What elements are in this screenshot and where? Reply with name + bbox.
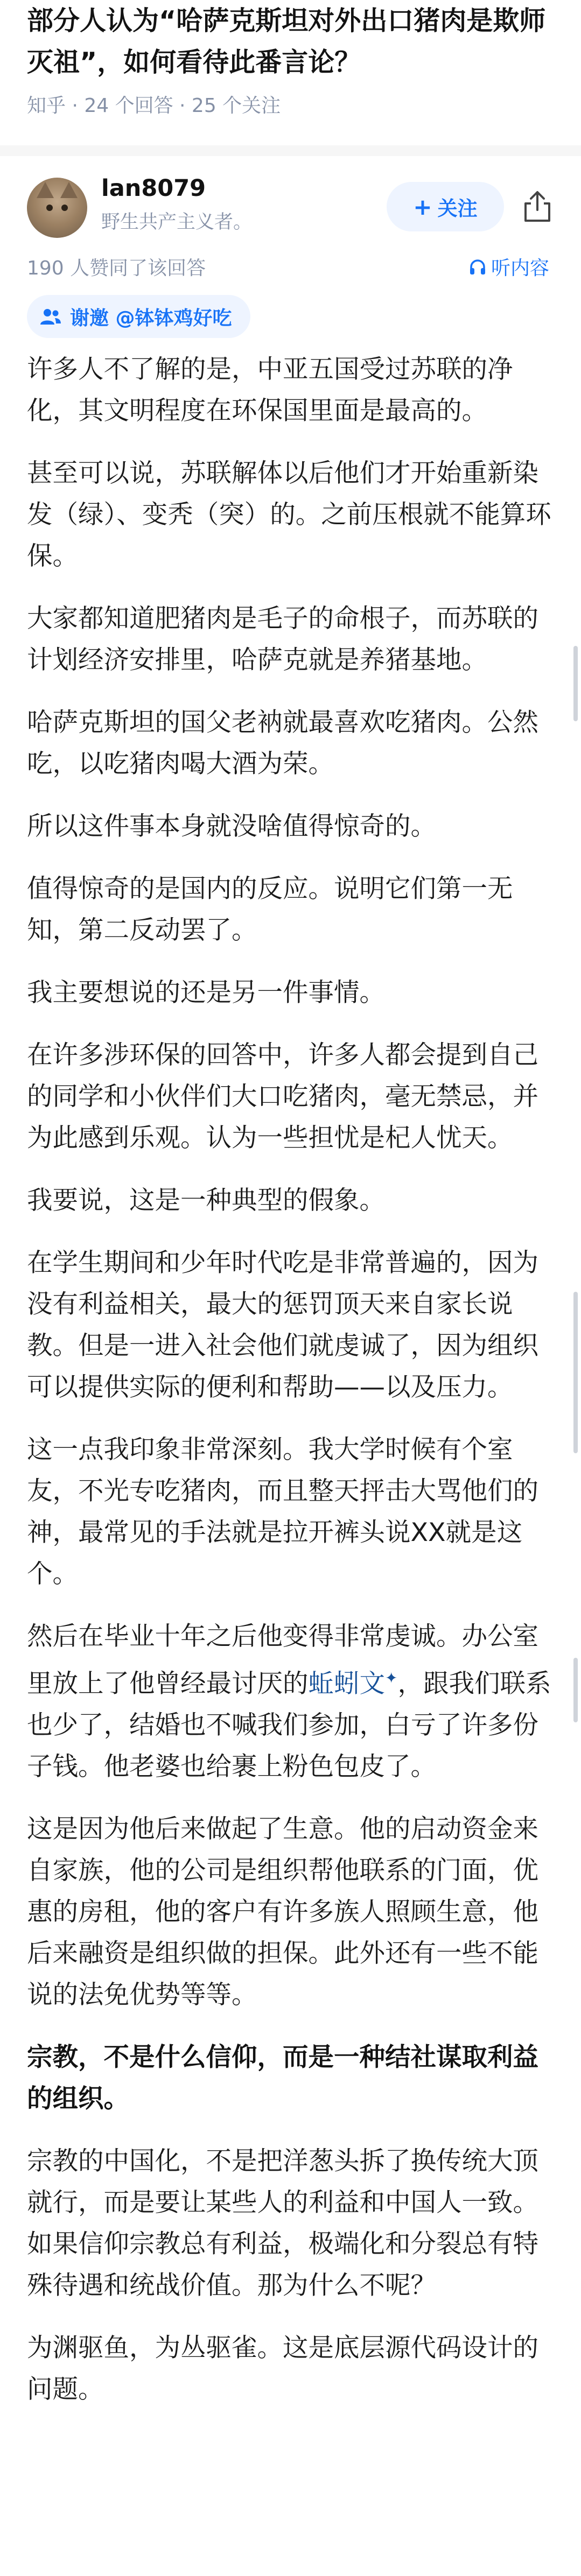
follow-button-label: 关注 bbox=[437, 197, 478, 220]
follow-button[interactable] bbox=[387, 182, 504, 231]
keyword-link-text: 蚯蚓文 bbox=[308, 1669, 385, 1699]
scroll-indicator[interactable] bbox=[573, 1658, 578, 1722]
paragraph-12-text-before: 然后在毕业十年之后他变得非常虔诚。办公室里放上了他曾经最讨厌的 bbox=[27, 1622, 538, 1699]
keyword-link[interactable] bbox=[309, 1669, 398, 1699]
question-title[interactable]: 部分人认为“哈萨克斯坦对外出口猪肉是欺师灭祖”，如何看待此番言论？ bbox=[27, 5, 546, 78]
answer-paragraph-9: 我要说，这是一种典型的假象。 bbox=[27, 1186, 385, 1215]
invite-label: 谢邀 @钵钵鸡好吃 bbox=[70, 307, 232, 329]
answer-paragraph-16: 为渊驱鱼，为丛驱雀。这是底层源代码设计的问题。 bbox=[27, 2333, 538, 2404]
scroll-indicator[interactable] bbox=[573, 1292, 578, 1453]
avatar[interactable] bbox=[27, 178, 87, 238]
avatar-ear-right bbox=[60, 182, 78, 198]
answer-paragraph-15: 宗教的中国化，不是把洋葱头拆了换传统大顶就行，而是要让某些人的利益和中国人一致。如果信仰宗教总有利益，极端化和分裂总有特殊待遇和统战价值。那为什么不呢？ bbox=[27, 2146, 538, 2300]
section-divider bbox=[0, 145, 581, 156]
headphones-icon bbox=[468, 258, 487, 276]
answer-paragraph-5: 所以这件事本身就没啥值得惊奇的。 bbox=[27, 812, 436, 841]
answer-paragraph-6: 值得惊奇的是国内的反应。说明它们第一无知，第二反动罢了。 bbox=[27, 874, 513, 945]
paragraph-12-text-after: ，跟我们联系也少了，结婚也不喊我们参加，白亏了许多份子钱。他老婆也给裹上粉色包皮了。 bbox=[27, 1669, 551, 1782]
answer-paragraph-14-bold: 宗教，不是什么信仰，而是一种结社谋取利益的组织。 bbox=[27, 2042, 538, 2114]
plus-icon: + bbox=[413, 193, 432, 220]
answer-paragraph-3: 大家都知道肥猪肉是毛子的命根子，而苏联的计划经济安排里，哈萨克就是养猪基地。 bbox=[27, 604, 538, 675]
answer-paragraph-11: 这一点我印象非常深刻。我大学时候有个室友，不光专吃猪肉，而且整天抨击大骂他们的神，最常见的手法就是拉开裤头说XX就是这个。 bbox=[27, 1435, 538, 1589]
upvote-count: 190 人赞同了该回答 bbox=[27, 257, 206, 279]
invite-tag[interactable] bbox=[27, 295, 250, 338]
answer-paragraph-1: 许多人不了解的是，中亚五国受过苏联的净化，其文明程度在环保国里面是最高的。 bbox=[27, 355, 513, 426]
answer-paragraph-7: 我主要想说的还是另一件事情。 bbox=[27, 978, 385, 1008]
listen-button[interactable] bbox=[468, 253, 549, 280]
answer-paragraph-4: 哈萨克斯坦的国父老衲就最喜欢吃猪肉。公然吃，以吃猪肉喝大酒为荣。 bbox=[27, 708, 538, 779]
answer-content bbox=[27, 349, 560, 2410]
share-icon[interactable] bbox=[521, 189, 554, 223]
scroll-indicator[interactable] bbox=[573, 646, 578, 721]
author-bio: 野生共产主义者。 bbox=[101, 212, 253, 233]
author-name[interactable]: lan8079 bbox=[101, 175, 206, 202]
users-icon bbox=[40, 307, 61, 326]
answer-paragraph-2: 甚至可以说，苏联解体以后他们才开始重新染发（绿）、变秃（突）的。之前压根就不能算环保。 bbox=[27, 459, 551, 571]
question-meta[interactable]: 知乎 · 24 个回答 · 25 个关注 bbox=[27, 95, 281, 117]
answer-paragraph-10: 在学生期间和少年时代吃是非常普遍的，因为没有利益相关，最大的惩罚顶天来自家长说教。但是一进入社会他们就虔诚了，因为组织可以提供实际的便利和帮助——以及压力。 bbox=[27, 1248, 538, 1402]
avatar-eye-right bbox=[61, 205, 68, 211]
answer-paragraph-13: 这是因为他后来做起了生意。他的启动资金来自家族，他的公司是组织帮他联系的门面，优惠的房租，他的客户有许多族人照顾生意，他后来融资是组织做的担保。此外还有一些不能说的法免优势等等。 bbox=[27, 1814, 538, 2010]
answer-paragraph-8: 在许多涉环保的回答中，许多人都会提到自己的同学和小伙伴们大口吃猪肉，毫无禁忌，并为此感到乐观。认为一些担忧是杞人忧天。 bbox=[27, 1040, 538, 1153]
avatar-eye-left bbox=[46, 205, 53, 211]
avatar-ear-left bbox=[37, 182, 54, 198]
answer-paragraph-12 bbox=[27, 1616, 560, 1787]
listen-label: 听内容 bbox=[491, 257, 550, 279]
link-sparkle-icon: ✦ bbox=[385, 1669, 398, 1687]
